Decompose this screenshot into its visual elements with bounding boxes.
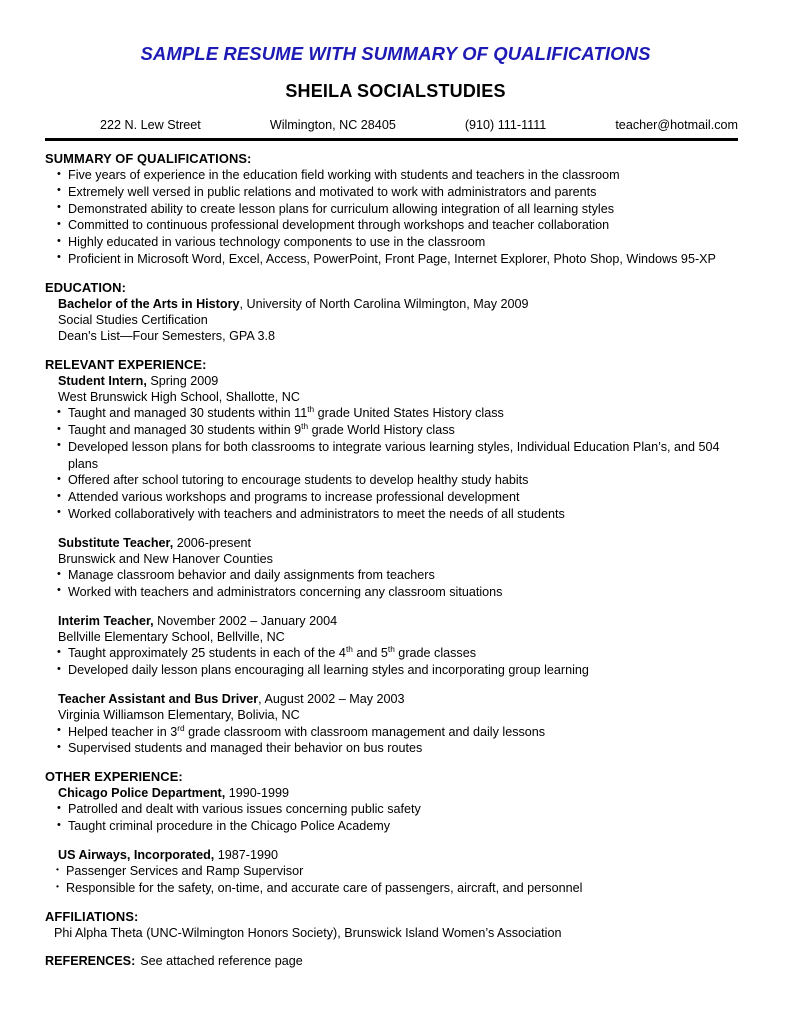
- list-item: • Extremely well versed in public relations and motivated to work with administrators and parents: [68, 184, 738, 201]
- list-item: • Developed lesson plans for both classrooms to integrate various learning styles, Individual Education Plan’s, and 504 plans: [68, 439, 738, 472]
- job-entry: [0, 535, 791, 601]
- job-bullet-list: [0, 863, 791, 896]
- ordinal-suffix: th: [345, 644, 353, 655]
- section-heading-summary: SUMMARY OF QUALIFICATIONS:: [45, 151, 252, 167]
- job-title: Teacher Assistant and Bus Driver: [58, 691, 259, 706]
- list-item: • Demonstrated ability to create lesson plans for curriculum allowing integration of all learning styles: [68, 201, 738, 218]
- section-other-experience: [0, 769, 791, 897]
- list-item: • Taught criminal procedure in the Chicago Police Academy: [68, 818, 738, 835]
- section-summary: [0, 151, 791, 267]
- job-bullet-list: [0, 801, 791, 834]
- bullet-text-pre: Taught and managed 30 students within 9: [68, 423, 302, 438]
- bullet-text-pre: Taught approximately 25 students in each of the 4: [68, 646, 346, 661]
- list-item: • Attended various workshops and programs to increase professional development: [68, 489, 738, 506]
- ordinal-suffix: th: [307, 404, 315, 415]
- bullet-text-pre: Taught and managed 30 students within 11: [68, 406, 308, 421]
- job-dates: , August 2002 – May 2003: [258, 691, 405, 706]
- ordinal-suffix: th: [301, 420, 309, 431]
- list-item: • Manage classroom behavior and daily assignments from teachers: [68, 567, 738, 584]
- job-title-line: [58, 847, 738, 863]
- ordinal-suffix: rd: [177, 722, 185, 733]
- section-heading-relevant-experience: RELEVANT EXPERIENCE:: [45, 356, 207, 372]
- education-degree-line: [58, 296, 738, 312]
- list-item: • Supervised students and managed their behavior on bus routes: [68, 740, 738, 757]
- job-organization: Brunswick and New Hanover Counties: [58, 551, 273, 566]
- references-label: REFERENCES:: [45, 954, 136, 969]
- bullet-text-post: grade classes: [394, 646, 477, 661]
- resume-body: [0, 151, 791, 969]
- list-item: • Committed to continuous professional development through workshops and teacher collaboration: [68, 217, 738, 234]
- job-entry: [0, 373, 791, 523]
- job-dates: 2006-present: [173, 535, 251, 550]
- bullet-text-mid: and 5: [352, 646, 388, 661]
- education-degree: Bachelor of the Arts in History: [58, 296, 240, 311]
- job-entry: [0, 785, 791, 835]
- references-value: See attached reference page: [140, 954, 303, 969]
- job-title-line: [58, 785, 738, 801]
- bullet-text-post: grade World History class: [308, 423, 455, 438]
- job-bullet-list: [0, 405, 791, 522]
- list-item: • Five years of experience in the education field working with students and teachers in the classroom: [68, 167, 738, 184]
- job-title: Interim Teacher,: [58, 613, 154, 628]
- contact-phone: (910) 111-1111: [464, 118, 547, 133]
- section-heading-other-experience: OTHER EXPERIENCE:: [45, 769, 183, 785]
- education-line: Social Studies Certification: [58, 312, 208, 327]
- section-education: [0, 280, 791, 345]
- contact-email: teacher@hotmail.com: [615, 118, 738, 133]
- job-dates: November 2002 – January 2004: [153, 613, 338, 628]
- bullet-text-post: grade United States History class: [314, 406, 504, 421]
- list-item: [68, 422, 738, 439]
- job-title-line: [58, 373, 738, 389]
- job-bullet-list: [0, 567, 791, 600]
- job-organization: Bellville Elementary School, Bellville, NC: [58, 630, 285, 645]
- list-item: • Developed daily lesson plans encouraging all learning styles and incorporating group learning: [68, 662, 738, 679]
- job-entry: [0, 613, 791, 679]
- affiliations-text: Phi Alpha Theta (UNC-Wilmington Honors Society), Brunswick Island Women’s Association: [54, 925, 562, 940]
- job-title-line: [58, 535, 738, 551]
- ordinal-suffix: th: [387, 644, 395, 655]
- section-heading-affiliations: AFFILIATIONS:: [45, 908, 139, 924]
- list-item: [68, 645, 738, 662]
- section-references: [0, 953, 791, 969]
- contact-address: 222 N. Lew Street: [100, 118, 201, 133]
- section-relevant-experience: [0, 357, 791, 757]
- contact-row: [0, 102, 791, 133]
- job-title: Student Intern,: [58, 373, 147, 388]
- candidate-name: SHEILA SOCIALSTUDIES: [285, 81, 506, 102]
- job-dates: 1990-1999: [225, 786, 289, 801]
- list-item: [68, 724, 738, 741]
- job-entry: [0, 691, 791, 757]
- list-item: [68, 405, 738, 422]
- summary-bullet-list: [0, 167, 791, 267]
- section-affiliations: [0, 909, 791, 941]
- job-title-line: [58, 613, 738, 629]
- contact-city-state-zip: Wilmington, NC 28405: [269, 118, 396, 133]
- job-title: US Airways, Incorporated,: [58, 847, 215, 862]
- job-title-line: [58, 691, 738, 707]
- job-organization: Virginia Williamson Elementary, Bolivia, NC: [58, 708, 300, 723]
- bullet-text-pre: Helped teacher in 3: [68, 724, 178, 739]
- list-item: • Highly educated in various technology components to use in the classroom: [68, 234, 738, 251]
- list-item: • Passenger Services and Ramp Supervisor: [66, 863, 738, 880]
- job-title: Chicago Police Department,: [58, 786, 226, 801]
- list-item: • Responsible for the safety, on-time, and accurate care of passengers, aircraft, and personnel: [66, 880, 738, 897]
- header-divider: [45, 138, 738, 141]
- job-bullet-list: [0, 645, 791, 678]
- job-dates: Spring 2009: [146, 373, 219, 388]
- education-line: Dean's List—Four Semesters, GPA 3.8: [58, 329, 276, 344]
- job-dates: 1987-1990: [214, 847, 279, 862]
- list-item: • Worked with teachers and administrators concerning any classroom situations: [68, 584, 738, 601]
- bullet-text-post: grade classroom with classroom management and daily lessons: [184, 724, 546, 739]
- list-item: • Proficient in Microsoft Word, Excel, Access, PowerPoint, Front Page, Internet Explorer, Photo Shop, Windows 95-XP: [68, 251, 738, 268]
- education-degree-detail: , University of North Carolina Wilmington, May 2009: [239, 296, 529, 311]
- list-item: • Worked collaboratively with teachers and administrators to meet the needs of all students: [68, 506, 738, 523]
- section-heading-education: EDUCATION:: [45, 279, 126, 295]
- job-title: Substitute Teacher,: [58, 535, 174, 550]
- job-organization: West Brunswick High School, Shallotte, NC: [58, 390, 300, 405]
- job-bullet-list: [0, 724, 791, 757]
- document-title: SAMPLE RESUME WITH SUMMARY OF QUALIFICATIONS: [140, 43, 651, 64]
- references-line: [45, 953, 738, 969]
- list-item: • Patrolled and dealt with various issues concerning public safety: [68, 801, 738, 818]
- list-item: • Offered after school tutoring to encourage students to develop healthy study habits: [68, 472, 738, 489]
- job-entry: [0, 847, 791, 897]
